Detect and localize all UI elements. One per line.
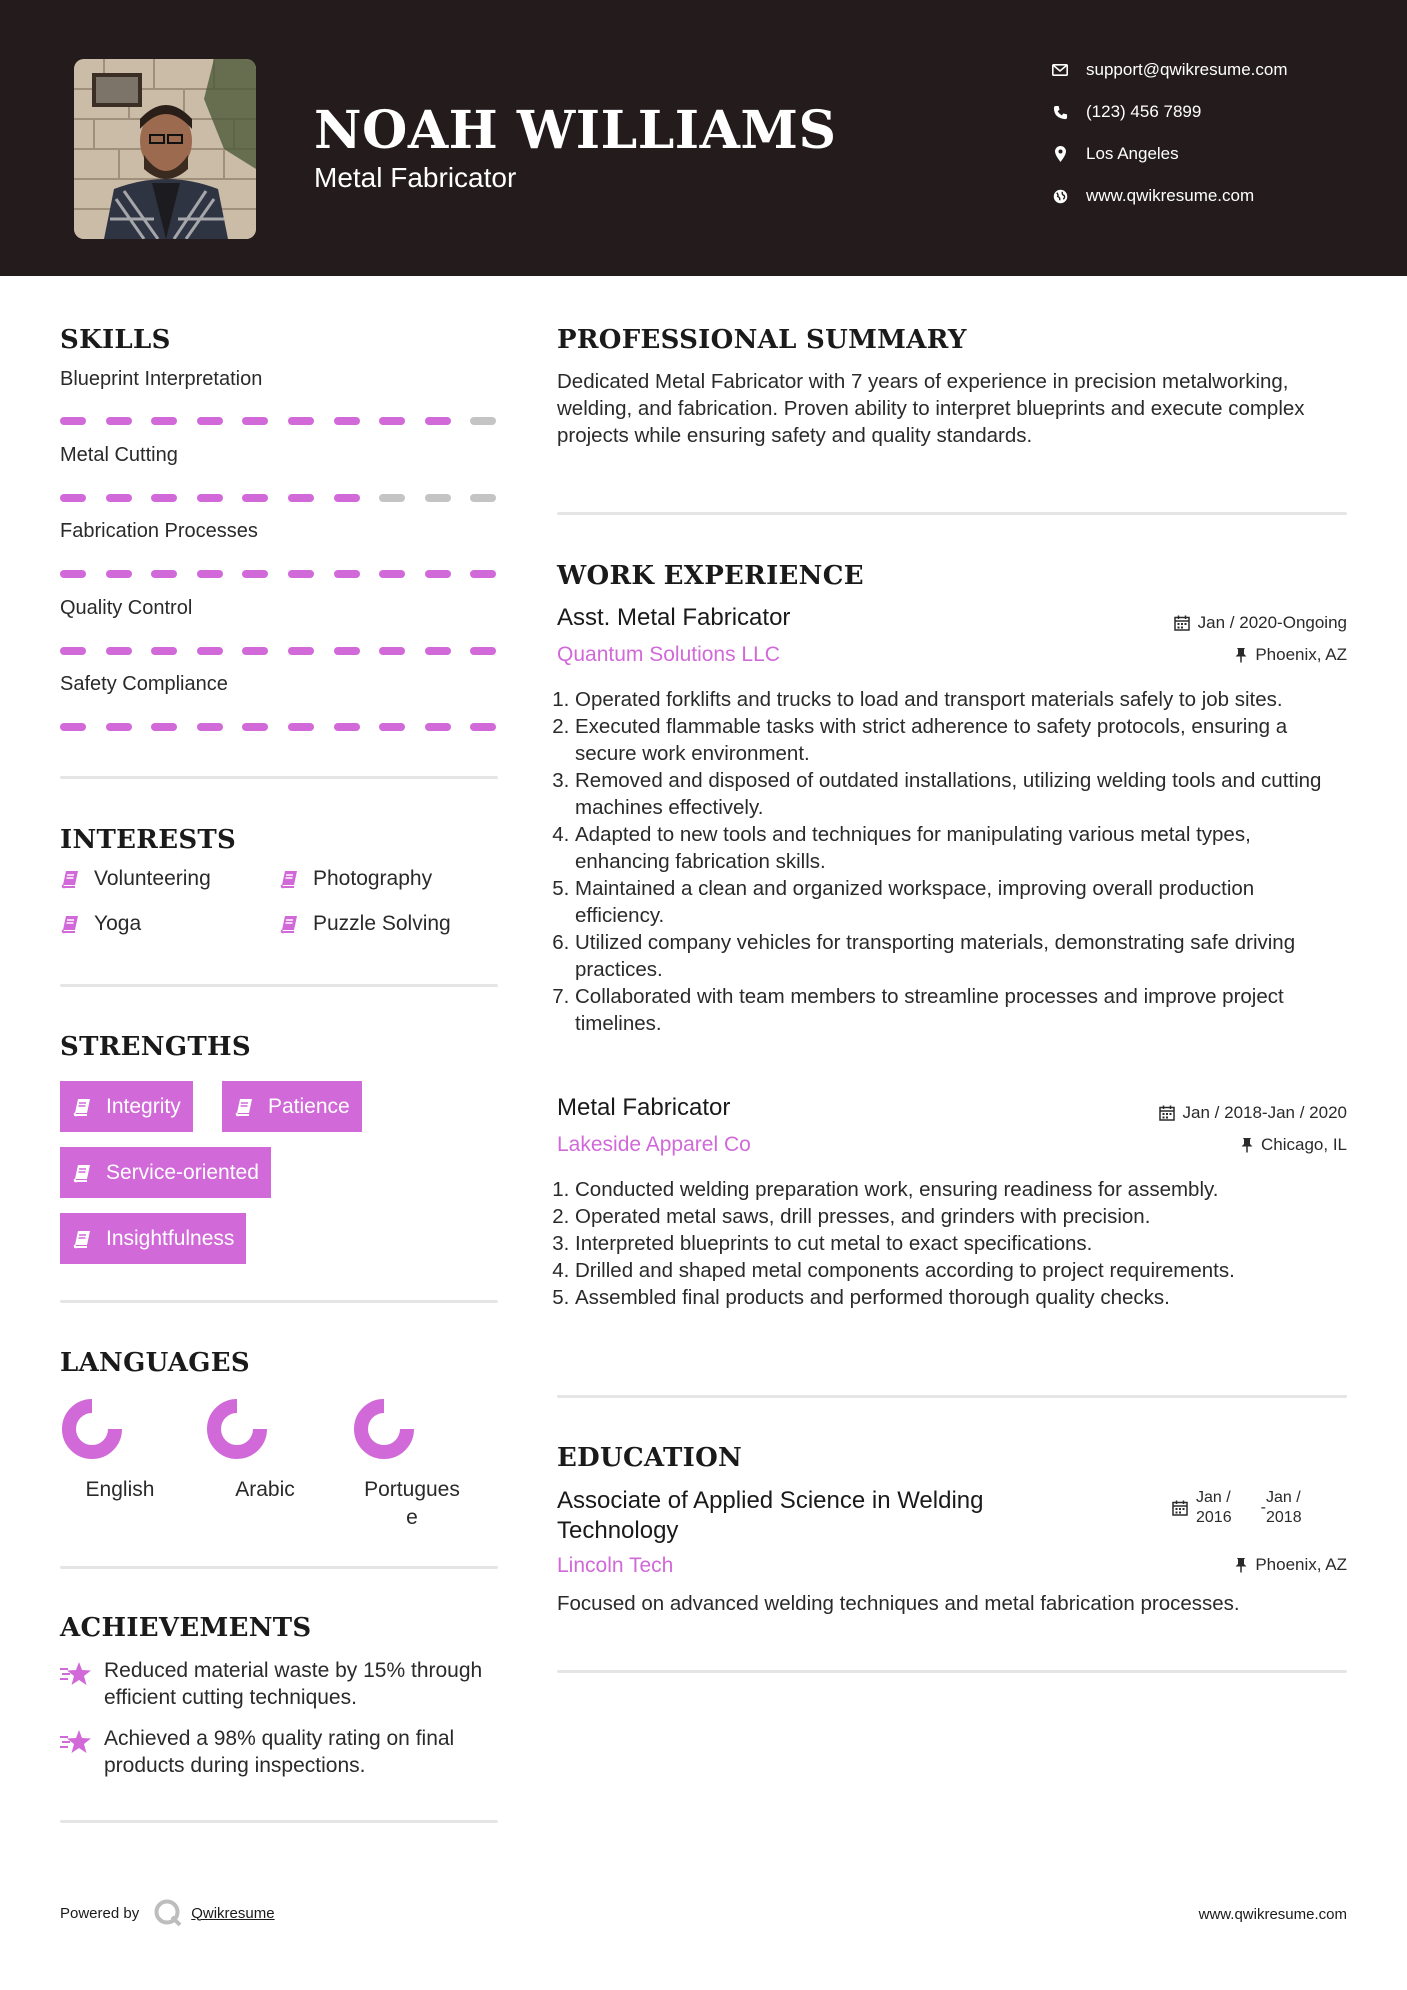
language-proficiency-ring [353, 1398, 415, 1460]
job-dates: Jan / 2018-Jan / 2020 [1159, 1103, 1347, 1123]
skill-dot [242, 570, 268, 578]
skill-dot [106, 647, 132, 655]
pushpin-icon [1235, 647, 1247, 663]
skill-dot [60, 494, 86, 502]
book-icon [279, 869, 299, 889]
book-icon [72, 1163, 92, 1183]
interest-item: Photography [279, 867, 432, 891]
job-title: Metal Fabricator [557, 1094, 731, 1121]
skill-label: Quality Control [60, 597, 193, 619]
skill-dot [151, 723, 177, 731]
skill-rating [60, 570, 498, 580]
skill-dot [379, 647, 405, 655]
experience-heading: WORK EXPERIENCE [557, 561, 864, 591]
achievements-heading: ACHIEVEMENTS [60, 1613, 312, 1643]
skill-dot [470, 417, 496, 425]
skill-dot [60, 647, 86, 655]
duty-item: 3. Interpreted blueprints to cut metal to exact specifications. [575, 1230, 1347, 1257]
pushpin-icon [1241, 1137, 1253, 1153]
skill-dot [151, 570, 177, 578]
school-name: Lincoln Tech [557, 1554, 674, 1577]
calendar-icon [1159, 1105, 1175, 1121]
skill-dot [470, 570, 496, 578]
envelope-icon [1050, 60, 1070, 80]
profile-photo [74, 59, 256, 239]
education-location: Phoenix, AZ [1235, 1555, 1347, 1575]
skill-dot [60, 723, 86, 731]
skill-dot [197, 417, 223, 425]
section-divider [557, 512, 1347, 515]
pushpin-icon [1235, 1557, 1247, 1573]
skill-dot [288, 647, 314, 655]
skill-dot [151, 494, 177, 502]
duty-item: 4. Drilled and shaped metal components according to project requirements. [575, 1257, 1347, 1284]
skill-dot [470, 723, 496, 731]
skill-rating [60, 647, 498, 657]
skill-dot [60, 417, 86, 425]
qwikresume-logo-icon [153, 1898, 183, 1928]
book-icon [72, 1229, 92, 1249]
skill-dot [60, 570, 86, 578]
degree-title: Associate of Applied Science in Welding Technology [557, 1487, 984, 1544]
summary-heading: PROFESSIONAL SUMMARY [557, 325, 967, 355]
skill-dot [197, 570, 223, 578]
skill-label: Metal Cutting [60, 444, 178, 466]
skill-dot [379, 417, 405, 425]
star-icon [60, 1661, 92, 1687]
book-icon [234, 1097, 254, 1117]
interests-heading: INTERESTS [60, 825, 237, 855]
duty-item: 5. Assembled final products and performed thorough quality checks. [575, 1284, 1347, 1311]
skill-dot [242, 494, 268, 502]
duty-item: 1. Operated forklifts and trucks to load and transport materials safely to job sites. [575, 686, 1347, 713]
skill-dot [106, 723, 132, 731]
proficiency-arc [214, 1406, 260, 1452]
strength-chip: Integrity [60, 1081, 193, 1132]
skill-dot [334, 723, 360, 731]
duty-item: 1. Conducted welding preparation work, ensuring readiness for assembly. [575, 1176, 1347, 1203]
language-proficiency-ring [206, 1398, 268, 1460]
company-name: Lakeside Apparel Co [557, 1133, 751, 1156]
star-icon [60, 1729, 92, 1755]
skill-dot [334, 570, 360, 578]
book-icon [72, 1097, 92, 1117]
book-icon [60, 869, 80, 889]
education-description: Focused on advanced welding techniques and metal fabrication processes. [557, 1592, 1240, 1615]
skill-dot [425, 417, 451, 425]
job-dates: Jan / 2020-Ongoing [1174, 613, 1347, 633]
skill-dot [242, 417, 268, 425]
skill-dot [106, 494, 132, 502]
contact-email[interactable]: support@qwikresume.com [1050, 56, 1288, 84]
section-divider [557, 1395, 1347, 1398]
duty-item: 2. Executed flammable tasks with strict adherence to safety protocols, ensuring a secure work environment. [575, 713, 1347, 767]
resume-header [0, 0, 1407, 276]
book-icon [279, 914, 299, 934]
skill-dot [288, 494, 314, 502]
strength-chip: Insightfulness [60, 1213, 246, 1264]
job-location: Chicago, IL [1241, 1135, 1347, 1155]
skill-dot [242, 723, 268, 731]
globe-icon [1050, 186, 1070, 206]
skill-rating [60, 417, 498, 427]
skill-dot [425, 723, 451, 731]
candidate-role: Metal Fabricator [314, 162, 517, 193]
proficiency-arc [69, 1406, 115, 1452]
skill-dot [288, 723, 314, 731]
skill-dot [470, 494, 496, 502]
skill-dot [425, 494, 451, 502]
skill-dot [379, 723, 405, 731]
language-proficiency-ring [61, 1398, 123, 1460]
duty-list [557, 1176, 1347, 1311]
footer-website[interactable]: www.qwikresume.com [1198, 1906, 1347, 1923]
section-divider [557, 1670, 1347, 1673]
duty-item: 3. Removed and disposed of outdated installations, utilizing welding tools and cutting machines effectively. [575, 767, 1347, 821]
duty-item: 2. Operated metal saws, drill presses, and grinders with precision. [575, 1203, 1347, 1230]
duty-item: 5. Maintained a clean and organized workspace, improving overall production efficiency. [575, 875, 1347, 929]
languages-heading: LANGUAGES [60, 1348, 250, 1378]
skill-dot [197, 647, 223, 655]
skill-dot [151, 417, 177, 425]
skill-dot [197, 723, 223, 731]
skill-dot [379, 570, 405, 578]
skill-label: Fabrication Processes [60, 520, 258, 542]
skill-dot [151, 647, 177, 655]
skill-dot [288, 570, 314, 578]
book-icon [60, 914, 80, 934]
duty-item: 7. Collaborated with team members to streamline processes and improve project timelines. [575, 983, 1347, 1037]
job-location: Phoenix, AZ [1235, 645, 1347, 665]
education-heading: EDUCATION [557, 1443, 743, 1473]
skill-dot [425, 647, 451, 655]
education-dates: Jan / 2016 - Jan / 2018 [1172, 1488, 1312, 1528]
contact-website[interactable]: www.qwikresume.com [1050, 182, 1254, 210]
skill-label: Blueprint Interpretation [60, 368, 263, 390]
duty-list [557, 686, 1347, 1037]
skill-rating [60, 723, 498, 733]
contact-phone[interactable]: (123) 456 7899 [1050, 98, 1201, 126]
skill-dot [334, 494, 360, 502]
qwikresume-link[interactable]: Qwikresume [191, 1904, 275, 1922]
skill-dot [425, 570, 451, 578]
section-divider [60, 776, 498, 779]
skill-dot [334, 647, 360, 655]
section-divider [60, 984, 498, 987]
calendar-icon [1174, 615, 1190, 631]
calendar-icon [1172, 1500, 1188, 1516]
map-pin-icon [1050, 144, 1070, 164]
skill-dot [106, 570, 132, 578]
phone-icon [1050, 102, 1070, 122]
skill-dot [106, 417, 132, 425]
section-divider [60, 1820, 498, 1823]
strength-chip: Service-oriented [60, 1147, 271, 1198]
skill-dot [288, 417, 314, 425]
strengths-heading: STRENGTHS [60, 1032, 251, 1062]
strength-chip: Patience [222, 1081, 362, 1132]
contact-location: Los Angeles [1050, 140, 1179, 168]
skill-dot [379, 494, 405, 502]
section-divider [60, 1566, 498, 1569]
skill-dot [197, 494, 223, 502]
duty-item: 4. Adapted to new tools and techniques for manipulating various metal types, enhancing fabrication skills. [575, 821, 1347, 875]
interest-item: Yoga [60, 912, 141, 936]
job-title: Asst. Metal Fabricator [557, 604, 791, 631]
skill-dot [470, 647, 496, 655]
section-divider [60, 1300, 498, 1303]
skill-dot [334, 417, 360, 425]
interest-item: Puzzle Solving [279, 912, 451, 936]
interest-item: Volunteering [60, 867, 211, 891]
duty-item: 6. Utilized company vehicles for transporting materials, demonstrating safe driving practices. [575, 929, 1347, 983]
skill-label: Safety Compliance [60, 673, 228, 695]
proficiency-arc [361, 1406, 407, 1452]
candidate-name: NOAH WILLIAMS [314, 100, 837, 161]
skill-rating [60, 494, 498, 504]
skills-heading: SKILLS [60, 325, 171, 355]
company-name: Quantum Solutions LLC [557, 643, 780, 666]
skill-dot [242, 647, 268, 655]
footer-branding: Powered by Qwikresume [60, 1898, 275, 1928]
summary-text: Dedicated Metal Fabricator with 7 years of experience in precision metalworking, welding, and fabrication. Proven ability to interpret blueprints and execute complex projects while ensuring safety and quality standards. [557, 370, 1305, 447]
